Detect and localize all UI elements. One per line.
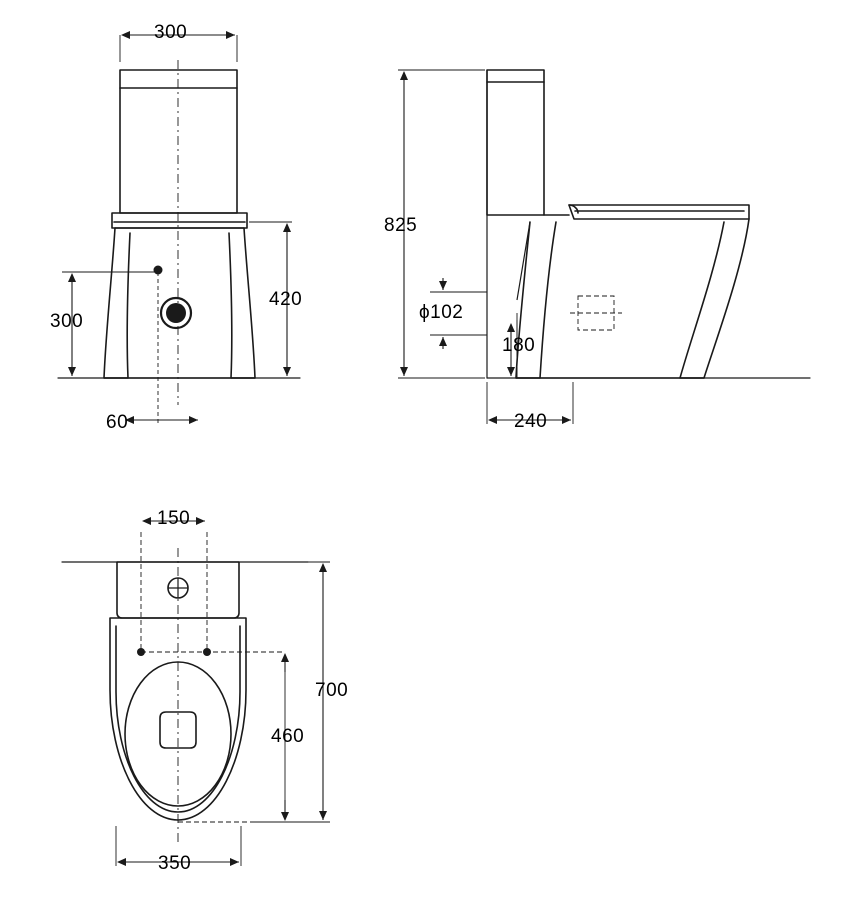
dim-label-plan-total-length: 700 bbox=[315, 680, 349, 701]
dim-label-front-outlet-offset: 60 bbox=[106, 412, 129, 433]
dim-label-plan-bolt-spacing: 150 bbox=[157, 508, 191, 529]
dim-label-front-bowl-height: 420 bbox=[269, 289, 303, 310]
front-outlet bbox=[154, 266, 192, 329]
plan-bolt-extension-lines bbox=[141, 532, 285, 822]
plan-view-geometry bbox=[62, 562, 308, 820]
dim-label-side-outlet-center: 180 bbox=[502, 335, 536, 356]
front-elevation-geometry bbox=[58, 70, 303, 378]
dim-label-front-width: 300 bbox=[154, 22, 188, 43]
dim-label-side-total-height: 825 bbox=[384, 215, 418, 236]
side-elevation-geometry bbox=[487, 70, 810, 378]
dim-label-plan-bowl-width: 350 bbox=[158, 853, 192, 874]
side-hidden-detail bbox=[570, 296, 622, 330]
dim-label-plan-bowl-length: 460 bbox=[271, 726, 305, 747]
dim-label-side-cistern-depth: 240 bbox=[514, 411, 548, 432]
dim-label-side-outlet-diameter: ϕ102 bbox=[419, 302, 464, 323]
dim-label-front-outlet-height: 300 bbox=[50, 311, 84, 332]
